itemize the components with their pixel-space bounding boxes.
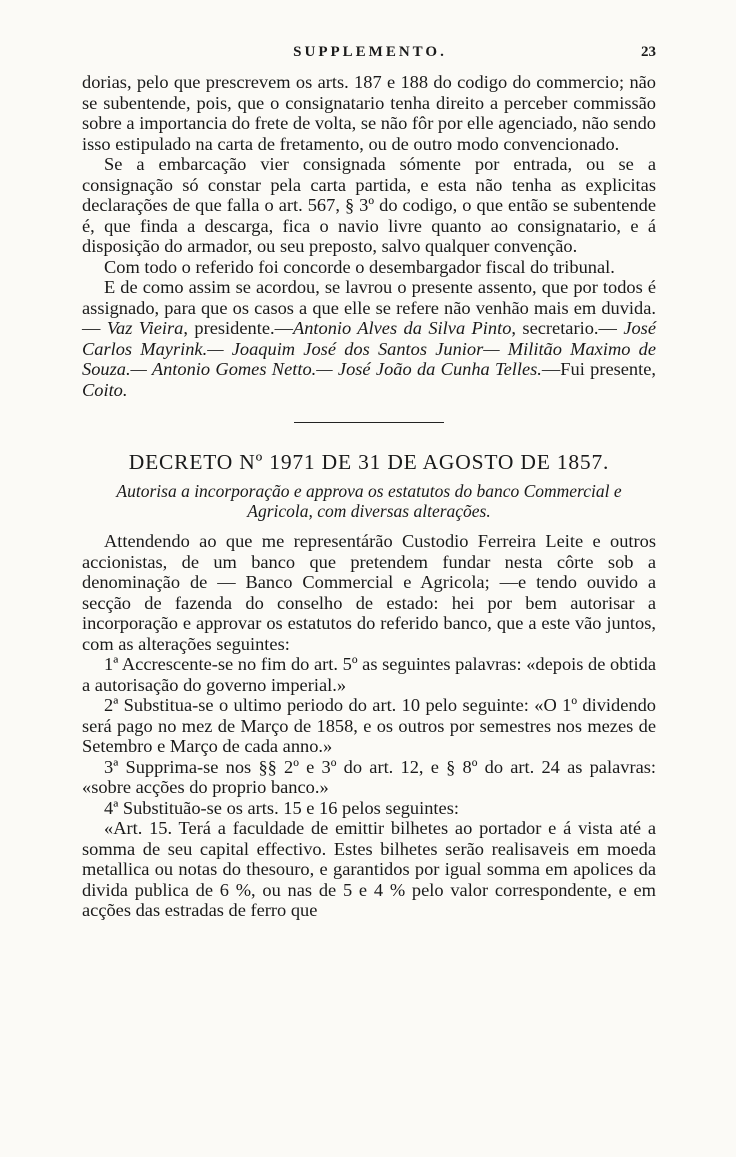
assento-paragraph-2: Se a embarcação vier consignada sómente por entrada, ou se a consignação só constar pela carta partida, e esta não tenha as explicitas declarações de que falla o art. 567, § 3º do codigo, o que então se subentende é, que finda a descarga, fica o navio livre quanto ao consignatario, e á disposição do armador, ou seu preposto, salvo qualquer convenção.	[82, 154, 656, 256]
signatures-members: José Carlos Mayrink.— Joaquim José dos Santos Junior— Militão Maximo de Souza.— Antonio Gomes Netto.— José João da Cunha Telles.	[82, 318, 656, 379]
secretary-role: , secretario.—	[511, 318, 617, 338]
decree-item-1: 1ª Accrescente-se no fim do art. 5º as seguintes palavras: «depois de obtida a autorisação do governo imperial.»	[82, 654, 656, 695]
assento-paragraph-4	[82, 277, 656, 400]
running-header	[84, 44, 656, 68]
page-number: 23	[641, 44, 656, 60]
decree-article-15: «Art. 15. Terá a faculdade de emittir bilhetes ao portador e á vista até a somma de seu capital effectivo. Estes bilhetes serão realisaveis em moeda metallica ou notas do thesouro, e garantidos por igual somma em apolices da divida publica de 6 %, ou nas de 5 e 4 % pelo valor correspondente, e em acções das estradas de ferro que	[82, 818, 656, 920]
decree-item-2: 2ª Substitua-se o ultimo periodo do art. 10 pelo seguinte: «O 1º dividendo será pago no mez de Março de 1858, e os outros por semestres nos mezes de Setembro e Março de cada anno.»	[82, 695, 656, 756]
president-role: , presidente.—	[183, 318, 293, 338]
decree-item-4: 4ª Substituão-se os arts. 15 e 16 pelos seguintes:	[104, 797, 459, 818]
signature-president: Vaz Vieira	[106, 318, 184, 338]
assento-paragraph-3: Com todo o referido foi concorde o desembargador fiscal do tribunal.	[104, 256, 615, 277]
section-divider	[294, 422, 444, 423]
assento-paragraph-1: dorias, pelo que prescrevem os arts. 187 e 188 do codigo do commercio; não se subentende, pois, que o consignatario tenha direito a perceber commissão sobre a importancia do frete de volta, se não fôr por elle agenciado, não sendo isso estipulado na carta de fretamento, ou de outro modo convencionado.	[82, 72, 656, 154]
decree-paragraph-1: Attendendo ao que me representárão Custodio Ferreira Leite e outros accionistas, de um banco que pretendem fundar nesta côrte sob a denominação de — Banco Commercial e Agricola; —e tendo ouvido a secção de fazenda do conselho de estado: hei por bem autorisar a incorporação e approvar os estatutos do referido banco, que a este vão juntos, com as alterações seguintes:	[82, 531, 656, 654]
decree-subtitle: Autorisa a incorporação e approva os estatutos do banco Commercial e Agricola, com diversas alterações.	[116, 481, 622, 521]
header-title: SUPPLEMENTO.	[293, 44, 447, 60]
signature-secretary: Antonio Alves da Silva Pinto	[292, 318, 512, 338]
signature-coito: Coito.	[82, 379, 128, 400]
decree-title: DECRETO Nº 1971 DE 31 DE AGOSTO DE 1857.	[128, 450, 610, 474]
decree-item-3: 3ª Supprima-se nos §§ 2º e 3º do art. 12, e § 8º do art. 24 as palavras: «sobre acções do proprio banco.»	[82, 756, 656, 797]
assento-closing-text: E de como assim se acordou, se lavrou o presente assento, que por todos é assignado, para que os casos a que elle se refere não venhão mais em duvida.—	[82, 277, 656, 338]
closing-text: —Fui presente,	[541, 359, 656, 379]
page-body	[82, 72, 656, 921]
